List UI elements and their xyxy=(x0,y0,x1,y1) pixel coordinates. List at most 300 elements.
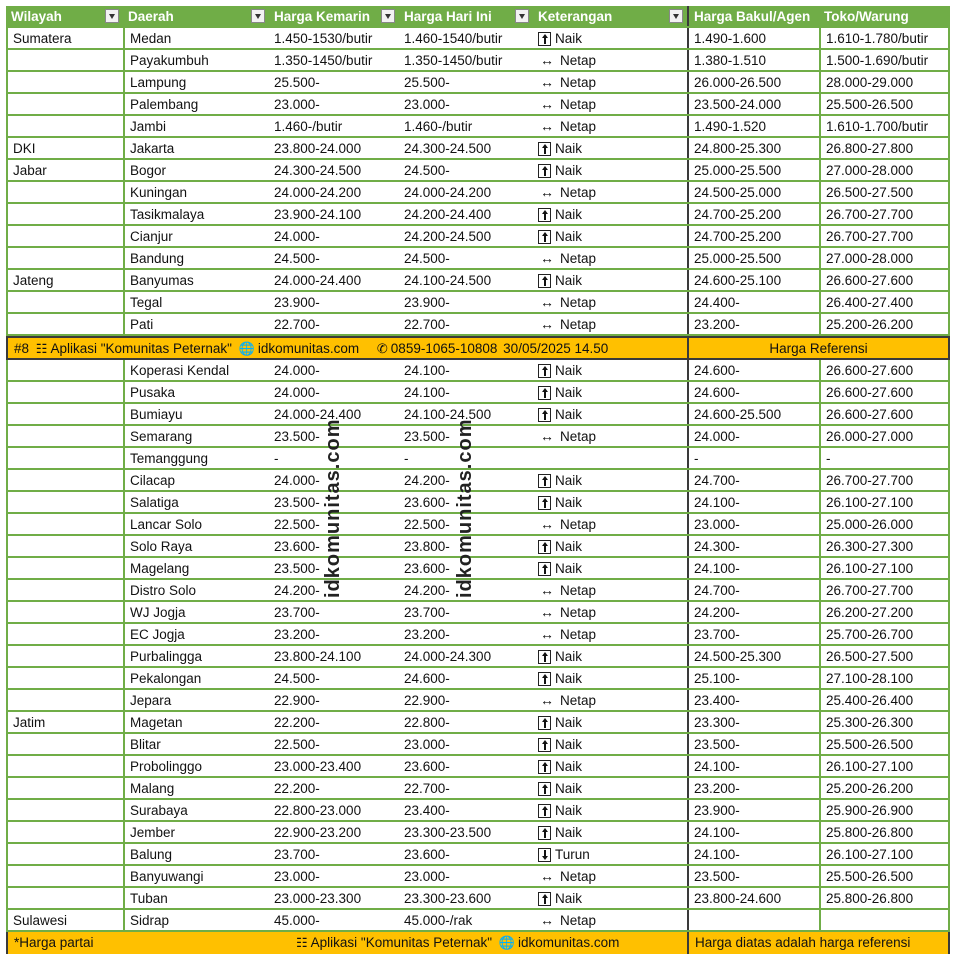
cell-harga-kemarin[interactable]: 23.800-24.000 xyxy=(274,141,362,156)
cell-wilayah[interactable] xyxy=(6,646,123,666)
cell-wilayah[interactable] xyxy=(6,426,123,446)
cell-daerah[interactable]: Jepara xyxy=(123,690,269,710)
cell-toko-warung[interactable]: 26.100-27.100 xyxy=(819,756,950,776)
cell-harga-bakul[interactable]: 1.490-1.520 xyxy=(687,116,819,136)
cell-harga-hari-ini[interactable]: 24.000-24.300 xyxy=(404,649,492,664)
cell-keterangan[interactable] xyxy=(533,910,687,930)
cell-wilayah[interactable] xyxy=(6,822,123,842)
cell-wilayah[interactable]: Jateng xyxy=(6,270,123,290)
cell-daerah[interactable]: Tasikmalaya xyxy=(123,204,269,224)
cell-harga-hari-ini[interactable]: 1.460-1540/butir xyxy=(404,31,503,46)
cell-toko-warung[interactable]: 25.200-26.200 xyxy=(819,314,950,334)
cell-keterangan[interactable] xyxy=(533,248,687,268)
cell-toko-warung[interactable]: 26.100-27.100 xyxy=(819,558,950,578)
cell-harga-hari-ini[interactable]: 24.200-24.500 xyxy=(404,229,492,244)
cell-harga-bakul[interactable]: - xyxy=(687,448,819,468)
cell-keterangan[interactable] xyxy=(533,558,687,578)
cell-harga-kemarin[interactable]: 22.800-23.000 xyxy=(274,803,362,818)
cell-harga-kemarin[interactable]: 23.500- xyxy=(274,429,320,444)
cell-keterangan[interactable] xyxy=(533,690,687,710)
cell-keterangan[interactable] xyxy=(533,28,687,48)
cell-harga-kemarin[interactable]: 24.000-24.400 xyxy=(274,273,362,288)
cell-harga-bakul[interactable]: 24.200- xyxy=(687,602,819,622)
cell-wilayah[interactable]: Jabar xyxy=(6,160,123,180)
cell-harga-hari-ini[interactable]: 24.100- xyxy=(404,363,450,378)
cell-harga-kemarin[interactable]: 24.500- xyxy=(274,251,320,266)
cell-toko-warung[interactable]: 1.500-1.690/butir xyxy=(819,50,950,70)
cell-daerah[interactable]: Pusaka xyxy=(123,382,269,402)
cell-daerah[interactable]: Solo Raya xyxy=(123,536,269,556)
cell-harga-bakul[interactable] xyxy=(687,910,819,930)
filter-dropdown-icon[interactable] xyxy=(251,9,265,23)
cell-harga-hari-ini[interactable]: - xyxy=(404,451,409,466)
cell-keterangan[interactable] xyxy=(533,72,687,92)
cell-toko-warung[interactable]: 25.400-26.400 xyxy=(819,690,950,710)
cell-harga-hari-ini[interactable]: 24.000-24.200 xyxy=(404,185,492,200)
cell-harga-hari-ini[interactable]: 23.300-23.600 xyxy=(404,891,492,906)
cell-harga-kemarin[interactable]: 1.350-1450/butir xyxy=(274,53,373,68)
cell-wilayah[interactable] xyxy=(6,248,123,268)
cell-harga-kemarin[interactable]: 24.000-24.200 xyxy=(274,185,362,200)
cell-wilayah[interactable] xyxy=(6,470,123,490)
cell-toko-warung[interactable]: 26.500-27.500 xyxy=(819,646,950,666)
cell-wilayah[interactable]: Sumatera xyxy=(6,28,123,48)
cell-keterangan[interactable] xyxy=(533,204,687,224)
cell-keterangan[interactable] xyxy=(533,646,687,666)
cell-toko-warung[interactable]: 27.000-28.000 xyxy=(819,160,950,180)
cell-harga-bakul[interactable]: 24.600-25.100 xyxy=(687,270,819,290)
cell-harga-bakul[interactable]: 23.500- xyxy=(687,866,819,886)
cell-toko-warung[interactable] xyxy=(819,910,950,930)
cell-toko-warung[interactable]: 27.100-28.100 xyxy=(819,668,950,688)
cell-harga-bakul[interactable]: 24.100- xyxy=(687,756,819,776)
cell-toko-warung[interactable]: 26.600-27.600 xyxy=(819,404,950,424)
table-row xyxy=(6,734,950,756)
cell-harga-bakul[interactable]: 24.100- xyxy=(687,844,819,864)
cell-keterangan[interactable] xyxy=(533,160,687,180)
cell-harga-bakul[interactable]: 23.300- xyxy=(687,712,819,732)
cell-harga-hari-ini[interactable]: 24.500- xyxy=(404,163,450,178)
cell-harga-kemarin[interactable]: 22.900- xyxy=(274,693,320,708)
cell-keterangan[interactable] xyxy=(533,514,687,534)
cell-wilayah[interactable] xyxy=(6,50,123,70)
cell-wilayah[interactable] xyxy=(6,514,123,534)
cell-harga-hari-ini[interactable]: 23.300-23.500 xyxy=(404,825,492,840)
cell-daerah[interactable]: WJ Jogja xyxy=(123,602,269,622)
cell-toko-warung[interactable]: 26.700-27.700 xyxy=(819,580,950,600)
cell-harga-kemarin[interactable]: 24.000- xyxy=(274,229,320,244)
cell-harga-kemarin[interactable]: 1.450-1530/butir xyxy=(274,31,373,46)
cell-harga-hari-ini[interactable]: 1.350-1450/butir xyxy=(404,53,503,68)
cell-toko-warung[interactable]: 26.600-27.600 xyxy=(819,360,950,380)
cell-wilayah[interactable] xyxy=(6,734,123,754)
keterangan-label: Naik xyxy=(555,229,583,244)
cell-keterangan[interactable] xyxy=(533,888,687,908)
band-site[interactable]: idkomunitas.com xyxy=(257,341,360,356)
cell-wilayah[interactable]: Sulawesi xyxy=(6,910,123,930)
cell-daerah[interactable]: Surabaya xyxy=(123,800,269,820)
cell-daerah[interactable]: Balung xyxy=(123,844,269,864)
cell-harga-hari-ini[interactable]: 22.800- xyxy=(404,715,450,730)
cell-harga-kemarin[interactable]: 22.900-23.200 xyxy=(274,825,362,840)
cell-wilayah[interactable] xyxy=(6,536,123,556)
cell-daerah[interactable]: EC Jogja xyxy=(123,624,269,644)
cell-wilayah[interactable] xyxy=(6,360,123,380)
cell-harga-bakul[interactable]: 24.700-25.200 xyxy=(687,204,819,224)
cell-daerah[interactable]: Purbalingga xyxy=(123,646,269,666)
cell-keterangan[interactable] xyxy=(533,182,687,202)
cell-harga-hari-ini[interactable]: 23.600- xyxy=(404,561,450,576)
cell-harga-hari-ini[interactable]: 24.100-24.500 xyxy=(404,407,492,422)
cell-harga-kemarin[interactable]: 23.600- xyxy=(274,539,320,554)
cell-toko-warung[interactable]: 26.800-27.800 xyxy=(819,138,950,158)
cell-harga-bakul[interactable]: 25.100- xyxy=(687,668,819,688)
cell-keterangan[interactable] xyxy=(533,404,687,424)
cell-keterangan[interactable] xyxy=(533,360,687,380)
cell-wilayah[interactable] xyxy=(6,866,123,886)
cell-keterangan[interactable] xyxy=(533,426,687,446)
cell-wilayah[interactable] xyxy=(6,182,123,202)
cell-harga-hari-ini[interactable]: 23.000- xyxy=(404,737,450,752)
cell-toko-warung[interactable]: 26.600-27.600 xyxy=(819,382,950,402)
cell-keterangan[interactable] xyxy=(533,116,687,136)
cell-wilayah[interactable] xyxy=(6,778,123,798)
cell-toko-warung[interactable]: 25.500-26.500 xyxy=(819,734,950,754)
cell-daerah[interactable]: Malang xyxy=(123,778,269,798)
cell-harga-kemarin[interactable]: 24.000- xyxy=(274,363,320,378)
cell-daerah[interactable]: Semarang xyxy=(123,426,269,446)
cell-wilayah[interactable] xyxy=(6,382,123,402)
cell-daerah[interactable]: Payakumbuh xyxy=(123,50,269,70)
cell-harga-bakul[interactable]: 23.700- xyxy=(687,624,819,644)
cell-harga-bakul[interactable]: 1.380-1.510 xyxy=(687,50,819,70)
cell-harga-bakul[interactable]: 24.500-25.300 xyxy=(687,646,819,666)
cell-wilayah[interactable] xyxy=(6,558,123,578)
cell-harga-hari-ini[interactable]: 24.200- xyxy=(404,583,450,598)
cell-toko-warung[interactable]: 25.500-26.500 xyxy=(819,94,950,114)
cell-keterangan[interactable] xyxy=(533,734,687,754)
cell-keterangan[interactable] xyxy=(533,712,687,732)
cell-toko-warung[interactable]: 26.700-27.700 xyxy=(819,226,950,246)
cell-harga-kemarin[interactable]: 23.900-24.100 xyxy=(274,207,362,222)
cell-wilayah[interactable] xyxy=(6,624,123,644)
cell-daerah[interactable]: Jakarta xyxy=(123,138,269,158)
cell-toko-warung[interactable]: 27.000-28.000 xyxy=(819,248,950,268)
cell-harga-hari-ini[interactable]: 23.000- xyxy=(404,97,450,112)
cell-daerah[interactable]: Sidrap xyxy=(123,910,269,930)
cell-daerah[interactable]: Pati xyxy=(123,314,269,334)
cell-harga-bakul[interactable]: 24.600- xyxy=(687,382,819,402)
cell-keterangan[interactable] xyxy=(533,292,687,312)
cell-toko-warung[interactable]: 26.700-27.700 xyxy=(819,204,950,224)
cell-harga-kemarin[interactable]: 23.200- xyxy=(274,627,320,642)
cell-harga-bakul[interactable]: 24.100- xyxy=(687,822,819,842)
cell-daerah[interactable]: Palembang xyxy=(123,94,269,114)
cell-harga-hari-ini[interactable]: 1.460-/butir xyxy=(404,119,473,134)
cell-harga-kemarin[interactable]: - xyxy=(274,451,279,466)
cell-keterangan[interactable] xyxy=(533,668,687,688)
cell-harga-hari-ini[interactable]: 23.400- xyxy=(404,803,450,818)
col-header-harga-hari-ini[interactable]: Harga Hari Ini xyxy=(399,6,533,26)
cell-harga-hari-ini[interactable]: 24.100- xyxy=(404,385,450,400)
cell-harga-kemarin[interactable]: 23.700- xyxy=(274,605,320,620)
cell-wilayah[interactable] xyxy=(6,204,123,224)
cell-wilayah[interactable] xyxy=(6,580,123,600)
cell-harga-kemarin[interactable]: 22.500- xyxy=(274,737,320,752)
cell-daerah[interactable]: Cianjur xyxy=(123,226,269,246)
cell-harga-hari-ini[interactable]: 22.700- xyxy=(404,317,450,332)
filter-dropdown-icon[interactable] xyxy=(105,9,119,23)
cell-harga-bakul[interactable]: 24.700- xyxy=(687,580,819,600)
cell-daerah[interactable]: Banyumas xyxy=(123,270,269,290)
cell-keterangan[interactable] xyxy=(533,138,687,158)
cell-daerah[interactable]: Medan xyxy=(123,28,269,48)
cell-toko-warung[interactable]: 26.100-27.100 xyxy=(819,492,950,512)
cell-wilayah[interactable] xyxy=(6,756,123,776)
cell-harga-hari-ini[interactable]: 23.700- xyxy=(404,605,450,620)
cell-keterangan[interactable] xyxy=(533,580,687,600)
cell-daerah[interactable]: Koperasi Kendal xyxy=(123,360,269,380)
cell-harga-bakul[interactable]: 24.000- xyxy=(687,426,819,446)
cell-harga-kemarin[interactable]: 1.460-/butir xyxy=(274,119,343,134)
cell-keterangan[interactable] xyxy=(533,314,687,334)
cell-harga-bakul[interactable]: 23.400- xyxy=(687,690,819,710)
cell-harga-hari-ini[interactable]: 22.900- xyxy=(404,693,450,708)
cell-daerah[interactable]: Lancar Solo xyxy=(123,514,269,534)
cell-harga-hari-ini[interactable]: 24.200-24.400 xyxy=(404,207,492,222)
cell-harga-bakul[interactable]: 24.700-25.200 xyxy=(687,226,819,246)
up-arrow-icon xyxy=(538,230,551,244)
cell-harga-hari-ini[interactable]: 23.600- xyxy=(404,759,450,774)
cell-harga-hari-ini[interactable]: 23.200- xyxy=(404,627,450,642)
cell-harga-bakul[interactable]: 24.100- xyxy=(687,492,819,512)
cell-daerah[interactable]: Bogor xyxy=(123,160,269,180)
cell-toko-warung[interactable]: 26.000-27.000 xyxy=(819,426,950,446)
cell-harga-kemarin[interactable]: 23.500- xyxy=(274,495,320,510)
cell-keterangan[interactable] xyxy=(533,822,687,842)
cell-daerah[interactable]: Tegal xyxy=(123,292,269,312)
cell-harga-hari-ini[interactable]: 24.200- xyxy=(404,473,450,488)
cell-daerah[interactable]: Tuban xyxy=(123,888,269,908)
col-header-harga-kemarin[interactable]: Harga Kemarin xyxy=(269,6,399,26)
cell-keterangan[interactable] xyxy=(533,470,687,490)
cell-wilayah[interactable] xyxy=(6,844,123,864)
cell-daerah[interactable]: Blitar xyxy=(123,734,269,754)
cell-harga-hari-ini[interactable]: 23.900- xyxy=(404,295,450,310)
cell-harga-bakul[interactable]: 1.490-1.600 xyxy=(687,28,819,48)
cell-keterangan[interactable] xyxy=(533,448,687,468)
cell-harga-kemarin[interactable]: 22.700- xyxy=(274,317,320,332)
cell-keterangan[interactable] xyxy=(533,778,687,798)
cell-keterangan[interactable] xyxy=(533,492,687,512)
cell-harga-kemarin[interactable]: 23.000- xyxy=(274,97,320,112)
cell-harga-hari-ini[interactable]: 45.000-/rak xyxy=(404,913,473,928)
cell-harga-bakul[interactable]: 24.800-25.300 xyxy=(687,138,819,158)
col-header-daerah[interactable]: Daerah xyxy=(123,6,269,26)
cell-harga-kemarin[interactable]: 25.500- xyxy=(274,75,320,90)
cell-wilayah[interactable]: Jatim xyxy=(6,712,123,732)
cell-wilayah[interactable] xyxy=(6,448,123,468)
cell-harga-bakul[interactable]: 23.200- xyxy=(687,314,819,334)
cell-harga-kemarin[interactable]: 23.000-23.300 xyxy=(274,891,362,906)
cell-wilayah[interactable] xyxy=(6,888,123,908)
cell-toko-warung[interactable]: 25.800-26.800 xyxy=(819,888,950,908)
cell-harga-kemarin[interactable]: 45.000- xyxy=(274,913,320,928)
cell-harga-hari-ini[interactable]: 24.300-24.500 xyxy=(404,141,492,156)
cell-wilayah[interactable] xyxy=(6,72,123,92)
cell-daerah[interactable]: Probolinggo xyxy=(123,756,269,776)
filter-dropdown-icon[interactable] xyxy=(669,9,683,23)
up-arrow-icon xyxy=(538,496,551,510)
cell-daerah[interactable]: Jambi xyxy=(123,116,269,136)
cell-harga-kemarin[interactable]: 24.500- xyxy=(274,671,320,686)
cell-harga-bakul[interactable]: 23.500-24.000 xyxy=(687,94,819,114)
cell-harga-hari-ini[interactable]: 22.700- xyxy=(404,781,450,796)
cell-harga-bakul[interactable]: 24.600- xyxy=(687,360,819,380)
cell-wilayah[interactable] xyxy=(6,668,123,688)
cell-wilayah[interactable] xyxy=(6,292,123,312)
cell-toko-warung[interactable]: 25.900-26.900 xyxy=(819,800,950,820)
cell-harga-bakul[interactable]: 24.400- xyxy=(687,292,819,312)
cell-keterangan[interactable] xyxy=(533,94,687,114)
cell-toko-warung[interactable]: 26.300-27.300 xyxy=(819,536,950,556)
cell-harga-kemarin[interactable]: 24.000-24.400 xyxy=(274,407,362,422)
col-header-wilayah[interactable]: Wilayah xyxy=(6,6,123,26)
cell-harga-hari-ini[interactable]: 24.100-24.500 xyxy=(404,273,492,288)
cell-harga-kemarin[interactable]: 22.200- xyxy=(274,715,320,730)
cell-wilayah[interactable] xyxy=(6,314,123,334)
cell-harga-bakul[interactable]: 23.900- xyxy=(687,800,819,820)
cell-toko-warung[interactable]: 25.000-26.000 xyxy=(819,514,950,534)
cell-toko-warung[interactable]: 26.600-27.600 xyxy=(819,270,950,290)
cell-keterangan[interactable] xyxy=(533,866,687,886)
cell-wilayah[interactable] xyxy=(6,226,123,246)
cell-daerah[interactable]: Magelang xyxy=(123,558,269,578)
cell-toko-warung[interactable]: 1.610-1.780/butir xyxy=(819,28,950,48)
cell-harga-kemarin[interactable]: 22.500- xyxy=(274,517,320,532)
cell-harga-kemarin[interactable]: 23.000-23.400 xyxy=(274,759,362,774)
filter-dropdown-icon[interactable] xyxy=(515,9,529,23)
cell-wilayah[interactable] xyxy=(6,404,123,424)
cell-keterangan[interactable] xyxy=(533,624,687,644)
cell-daerah[interactable]: Salatiga xyxy=(123,492,269,512)
cell-toko-warung[interactable]: 25.200-26.200 xyxy=(819,778,950,798)
steady-arrow-icon: ↔ xyxy=(540,74,554,90)
cell-toko-warung[interactable]: 26.200-27.200 xyxy=(819,602,950,622)
cell-toko-warung[interactable]: 26.400-27.400 xyxy=(819,292,950,312)
cell-harga-kemarin[interactable]: 22.200- xyxy=(274,781,320,796)
cell-daerah[interactable]: Cilacap xyxy=(123,470,269,490)
cell-harga-bakul[interactable]: 23.200- xyxy=(687,778,819,798)
cell-harga-hari-ini[interactable]: 23.800- xyxy=(404,539,450,554)
footer-site[interactable]: idkomunitas.com xyxy=(518,935,620,950)
cell-keterangan[interactable] xyxy=(533,756,687,776)
cell-harga-bakul[interactable]: 24.300- xyxy=(687,536,819,556)
cell-daerah[interactable]: Banyuwangi xyxy=(123,866,269,886)
cell-harga-bakul[interactable]: 24.700- xyxy=(687,470,819,490)
cell-daerah[interactable]: Magetan xyxy=(123,712,269,732)
cell-wilayah[interactable]: DKI xyxy=(6,138,123,158)
cell-harga-kemarin[interactable]: 23.000- xyxy=(274,869,320,884)
cell-daerah[interactable]: Jember xyxy=(123,822,269,842)
cell-keterangan[interactable] xyxy=(533,800,687,820)
cell-harga-kemarin[interactable]: 23.700- xyxy=(274,847,320,862)
cell-harga-kemarin[interactable]: 24.200- xyxy=(274,583,320,598)
cell-daerah[interactable]: Lampung xyxy=(123,72,269,92)
cell-harga-kemarin[interactable]: 23.800-24.100 xyxy=(274,649,362,664)
cell-toko-warung[interactable]: 26.700-27.700 xyxy=(819,470,950,490)
cell-keterangan[interactable] xyxy=(533,270,687,290)
cell-daerah[interactable]: Distro Solo xyxy=(123,580,269,600)
cell-keterangan[interactable] xyxy=(533,50,687,70)
cell-harga-bakul[interactable]: 24.600-25.500 xyxy=(687,404,819,424)
cell-harga-hari-ini[interactable]: 23.600- xyxy=(404,847,450,862)
cell-harga-hari-ini[interactable]: 22.500- xyxy=(404,517,450,532)
cell-toko-warung[interactable]: - xyxy=(819,448,950,468)
cell-toko-warung[interactable]: 26.100-27.100 xyxy=(819,844,950,864)
cell-harga-hari-ini[interactable]: 23.600- xyxy=(404,495,450,510)
cell-harga-hari-ini[interactable]: 24.600- xyxy=(404,671,450,686)
filter-dropdown-icon[interactable] xyxy=(381,9,395,23)
cell-harga-bakul[interactable]: 23.000- xyxy=(687,514,819,534)
cell-daerah[interactable]: Kuningan xyxy=(123,182,269,202)
steady-arrow-icon: ↔ xyxy=(540,516,554,532)
col-header-keterangan[interactable]: Keterangan xyxy=(533,6,687,26)
cell-wilayah[interactable] xyxy=(6,116,123,136)
cell-harga-kemarin[interactable]: 24.000- xyxy=(274,385,320,400)
cell-harga-bakul[interactable]: 23.500- xyxy=(687,734,819,754)
cell-daerah[interactable]: Pekalongan xyxy=(123,668,269,688)
cell-toko-warung[interactable]: 25.300-26.300 xyxy=(819,712,950,732)
cell-harga-bakul[interactable]: 26.000-26.500 xyxy=(687,72,819,92)
cell-harga-hari-ini[interactable]: 24.500- xyxy=(404,251,450,266)
cell-daerah[interactable]: Bandung xyxy=(123,248,269,268)
cell-harga-bakul[interactable]: 23.800-24.600 xyxy=(687,888,819,908)
cell-harga-hari-ini[interactable]: 25.500- xyxy=(404,75,450,90)
cell-wilayah[interactable] xyxy=(6,690,123,710)
cell-wilayah[interactable] xyxy=(6,602,123,622)
cell-keterangan[interactable] xyxy=(533,226,687,246)
cell-harga-kemarin[interactable]: 23.900- xyxy=(274,295,320,310)
keterangan-label: Naik xyxy=(555,715,583,730)
cell-toko-warung[interactable]: 25.700-26.700 xyxy=(819,624,950,644)
cell-daerah[interactable]: Bumiayu xyxy=(123,404,269,424)
cell-toko-warung[interactable]: 1.610-1.700/butir xyxy=(819,116,950,136)
cell-toko-warung[interactable]: 25.800-26.800 xyxy=(819,822,950,842)
cell-toko-warung[interactable]: 25.500-26.500 xyxy=(819,866,950,886)
cell-harga-bakul[interactable]: 25.000-25.500 xyxy=(687,160,819,180)
cell-daerah[interactable]: Temanggung xyxy=(123,448,269,468)
cell-keterangan[interactable] xyxy=(533,844,687,864)
cell-keterangan[interactable] xyxy=(533,536,687,556)
cell-harga-bakul[interactable]: 24.500-25.000 xyxy=(687,182,819,202)
cell-wilayah[interactable] xyxy=(6,492,123,512)
cell-wilayah[interactable] xyxy=(6,800,123,820)
cell-keterangan[interactable] xyxy=(533,602,687,622)
cell-toko-warung[interactable]: 28.000-29.000 xyxy=(819,72,950,92)
cell-harga-kemarin[interactable]: 24.300-24.500 xyxy=(274,163,362,178)
cell-harga-bakul[interactable]: 25.000-25.500 xyxy=(687,248,819,268)
cell-harga-kemarin[interactable]: 23.500- xyxy=(274,561,320,576)
cell-wilayah[interactable] xyxy=(6,94,123,114)
cell-harga-hari-ini[interactable]: 23.000- xyxy=(404,869,450,884)
cell-toko-warung[interactable]: 26.500-27.500 xyxy=(819,182,950,202)
cell-harga-bakul[interactable]: 24.100- xyxy=(687,558,819,578)
cell-harga-kemarin[interactable]: 24.000- xyxy=(274,473,320,488)
cell-harga-hari-ini[interactable]: 23.500- xyxy=(404,429,450,444)
up-arrow-icon xyxy=(538,716,551,730)
cell-keterangan[interactable] xyxy=(533,382,687,402)
